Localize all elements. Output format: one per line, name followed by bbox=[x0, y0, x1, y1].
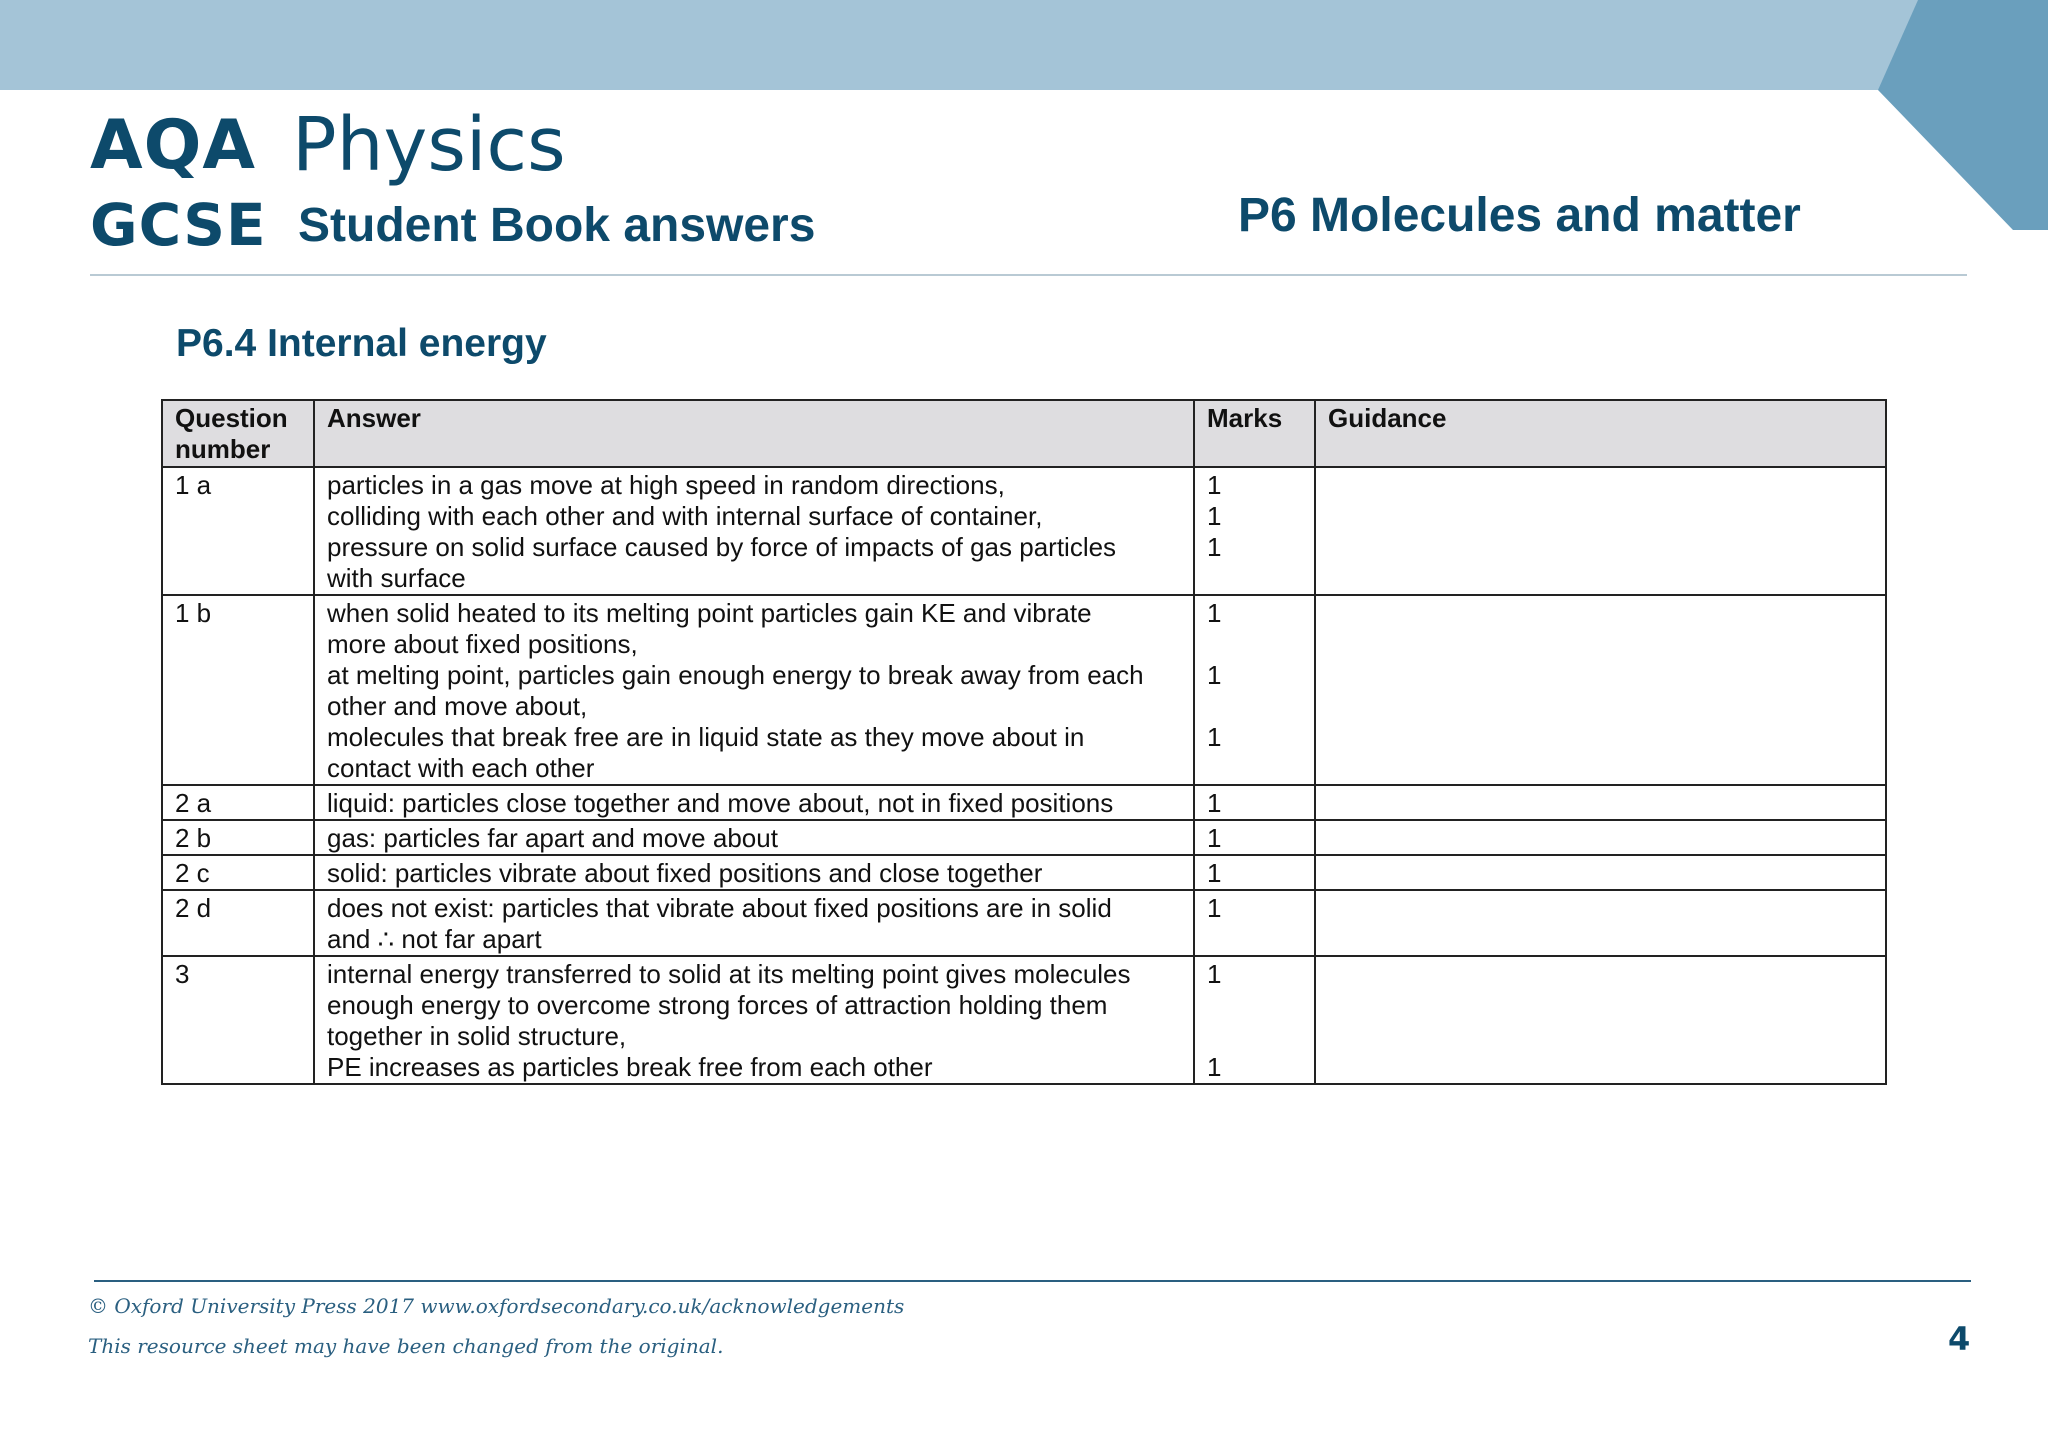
guidance-cell bbox=[1315, 467, 1886, 595]
guidance-cell bbox=[1315, 785, 1886, 820]
mark-value: 1 bbox=[1207, 823, 1222, 853]
mark-value: 1 bbox=[1207, 470, 1222, 500]
chapter-title: P6 Molecules and matter bbox=[1238, 189, 1801, 242]
question-number-cell: 2 a bbox=[162, 785, 314, 820]
mark-value: 1 bbox=[1207, 788, 1222, 818]
guidance-cell bbox=[1315, 820, 1886, 855]
guidance-cell bbox=[1315, 855, 1886, 890]
mark-value: 1 bbox=[1207, 660, 1222, 690]
top-banner bbox=[0, 0, 2048, 90]
footer-divider bbox=[94, 1280, 1971, 1282]
header-divider bbox=[90, 274, 1967, 276]
table-row bbox=[162, 855, 1886, 890]
table-row bbox=[162, 595, 1886, 785]
footer-copyright: © Oxford University Press 2017 www.oxfordsecondary.co.uk/acknowledgements bbox=[88, 1294, 905, 1318]
answer-line: particles in a gas move at high speed in random directions, bbox=[327, 470, 1005, 500]
question-number-cell: 2 c bbox=[162, 855, 314, 890]
answer-line: and ∴ not far apart bbox=[327, 924, 542, 954]
table-row bbox=[162, 467, 1886, 595]
table-header-row bbox=[162, 400, 1886, 467]
table-row bbox=[162, 890, 1886, 956]
mark-value: 1 bbox=[1207, 598, 1222, 628]
question-number-cell: 2 d bbox=[162, 890, 314, 956]
mark-value bbox=[1207, 691, 1302, 722]
corner-decoration bbox=[1878, 0, 2048, 230]
answer-cell bbox=[314, 956, 1194, 1084]
table-body bbox=[162, 467, 1886, 1084]
question-number-cell: 3 bbox=[162, 956, 314, 1084]
header-answer: Answer bbox=[314, 400, 1194, 467]
marks-cell bbox=[1194, 595, 1315, 785]
section-title: P6.4 Internal energy bbox=[176, 322, 547, 365]
answer-line: together in solid structure, bbox=[327, 1021, 627, 1051]
brand-subtitle: Student Book answers bbox=[298, 199, 816, 252]
mark-value: 1 bbox=[1207, 858, 1222, 888]
answer-cell bbox=[314, 467, 1194, 595]
answer-line: more about fixed positions, bbox=[327, 629, 638, 659]
answer-cell bbox=[314, 890, 1194, 956]
answer-line: at melting point, particles gain enough energy to break away from each bbox=[327, 660, 1144, 690]
answer-cell bbox=[314, 855, 1194, 890]
marks-cell bbox=[1194, 820, 1315, 855]
header-marks: Marks bbox=[1194, 400, 1315, 467]
mark-value bbox=[1207, 1021, 1302, 1052]
header-guidance: Guidance bbox=[1315, 400, 1886, 467]
marks-cell bbox=[1194, 956, 1315, 1084]
question-number-cell: 1 a bbox=[162, 467, 314, 595]
answer-line: molecules that break free are in liquid state as they move about in bbox=[327, 722, 1085, 752]
table-row bbox=[162, 785, 1886, 820]
answer-line: contact with each other bbox=[327, 753, 595, 783]
brand-aqa: AQA bbox=[90, 106, 257, 185]
brand-subject: Physics bbox=[292, 102, 566, 188]
guidance-cell bbox=[1315, 595, 1886, 785]
mark-value: 1 bbox=[1207, 532, 1222, 562]
marks-cell bbox=[1194, 855, 1315, 890]
page-number: 4 bbox=[1948, 1320, 1971, 1358]
mark-value bbox=[1207, 629, 1302, 660]
marks-cell bbox=[1194, 785, 1315, 820]
question-number-cell: 1 b bbox=[162, 595, 314, 785]
answer-cell bbox=[314, 785, 1194, 820]
table-row bbox=[162, 820, 1886, 855]
mark-value: 1 bbox=[1207, 722, 1222, 752]
answer-line: gas: particles far apart and move about bbox=[327, 823, 778, 853]
guidance-cell bbox=[1315, 890, 1886, 956]
table-row bbox=[162, 956, 1886, 1084]
marks-cell bbox=[1194, 890, 1315, 956]
guidance-cell bbox=[1315, 956, 1886, 1084]
footer-note: This resource sheet may have been changed from the original. bbox=[88, 1334, 724, 1358]
answer-line: PE increases as particles break free from each other bbox=[327, 1052, 933, 1082]
mark-value bbox=[1207, 990, 1302, 1021]
question-number-cell: 2 b bbox=[162, 820, 314, 855]
answer-line: internal energy transferred to solid at its melting point gives molecules bbox=[327, 959, 1131, 989]
answer-line: enough energy to overcome strong forces of attraction holding them bbox=[327, 990, 1108, 1020]
answer-line: pressure on solid surface caused by force of impacts of gas particles bbox=[327, 532, 1117, 562]
mark-value: 1 bbox=[1207, 501, 1222, 531]
marks-cell bbox=[1194, 467, 1315, 595]
mark-value: 1 bbox=[1207, 959, 1222, 989]
answer-line: colliding with each other and with internal surface of container, bbox=[327, 501, 1043, 531]
answer-line: when solid heated to its melting point particles gain KE and vibrate bbox=[327, 598, 1092, 628]
answer-line: other and move about, bbox=[327, 691, 588, 721]
mark-value: 1 bbox=[1207, 1052, 1222, 1082]
answer-line: with surface bbox=[327, 563, 466, 593]
mark-value: 1 bbox=[1207, 893, 1222, 923]
answers-table bbox=[161, 399, 1887, 1085]
answer-line: solid: particles vibrate about fixed positions and close together bbox=[327, 858, 1043, 888]
answer-line: does not exist: particles that vibrate about fixed positions are in solid bbox=[327, 893, 1112, 923]
answer-cell bbox=[314, 820, 1194, 855]
brand-gcse: GCSE bbox=[90, 191, 267, 259]
header-question: Question number bbox=[162, 400, 314, 467]
answer-cell bbox=[314, 595, 1194, 785]
answer-line: liquid: particles close together and move about, not in fixed positions bbox=[327, 788, 1114, 818]
